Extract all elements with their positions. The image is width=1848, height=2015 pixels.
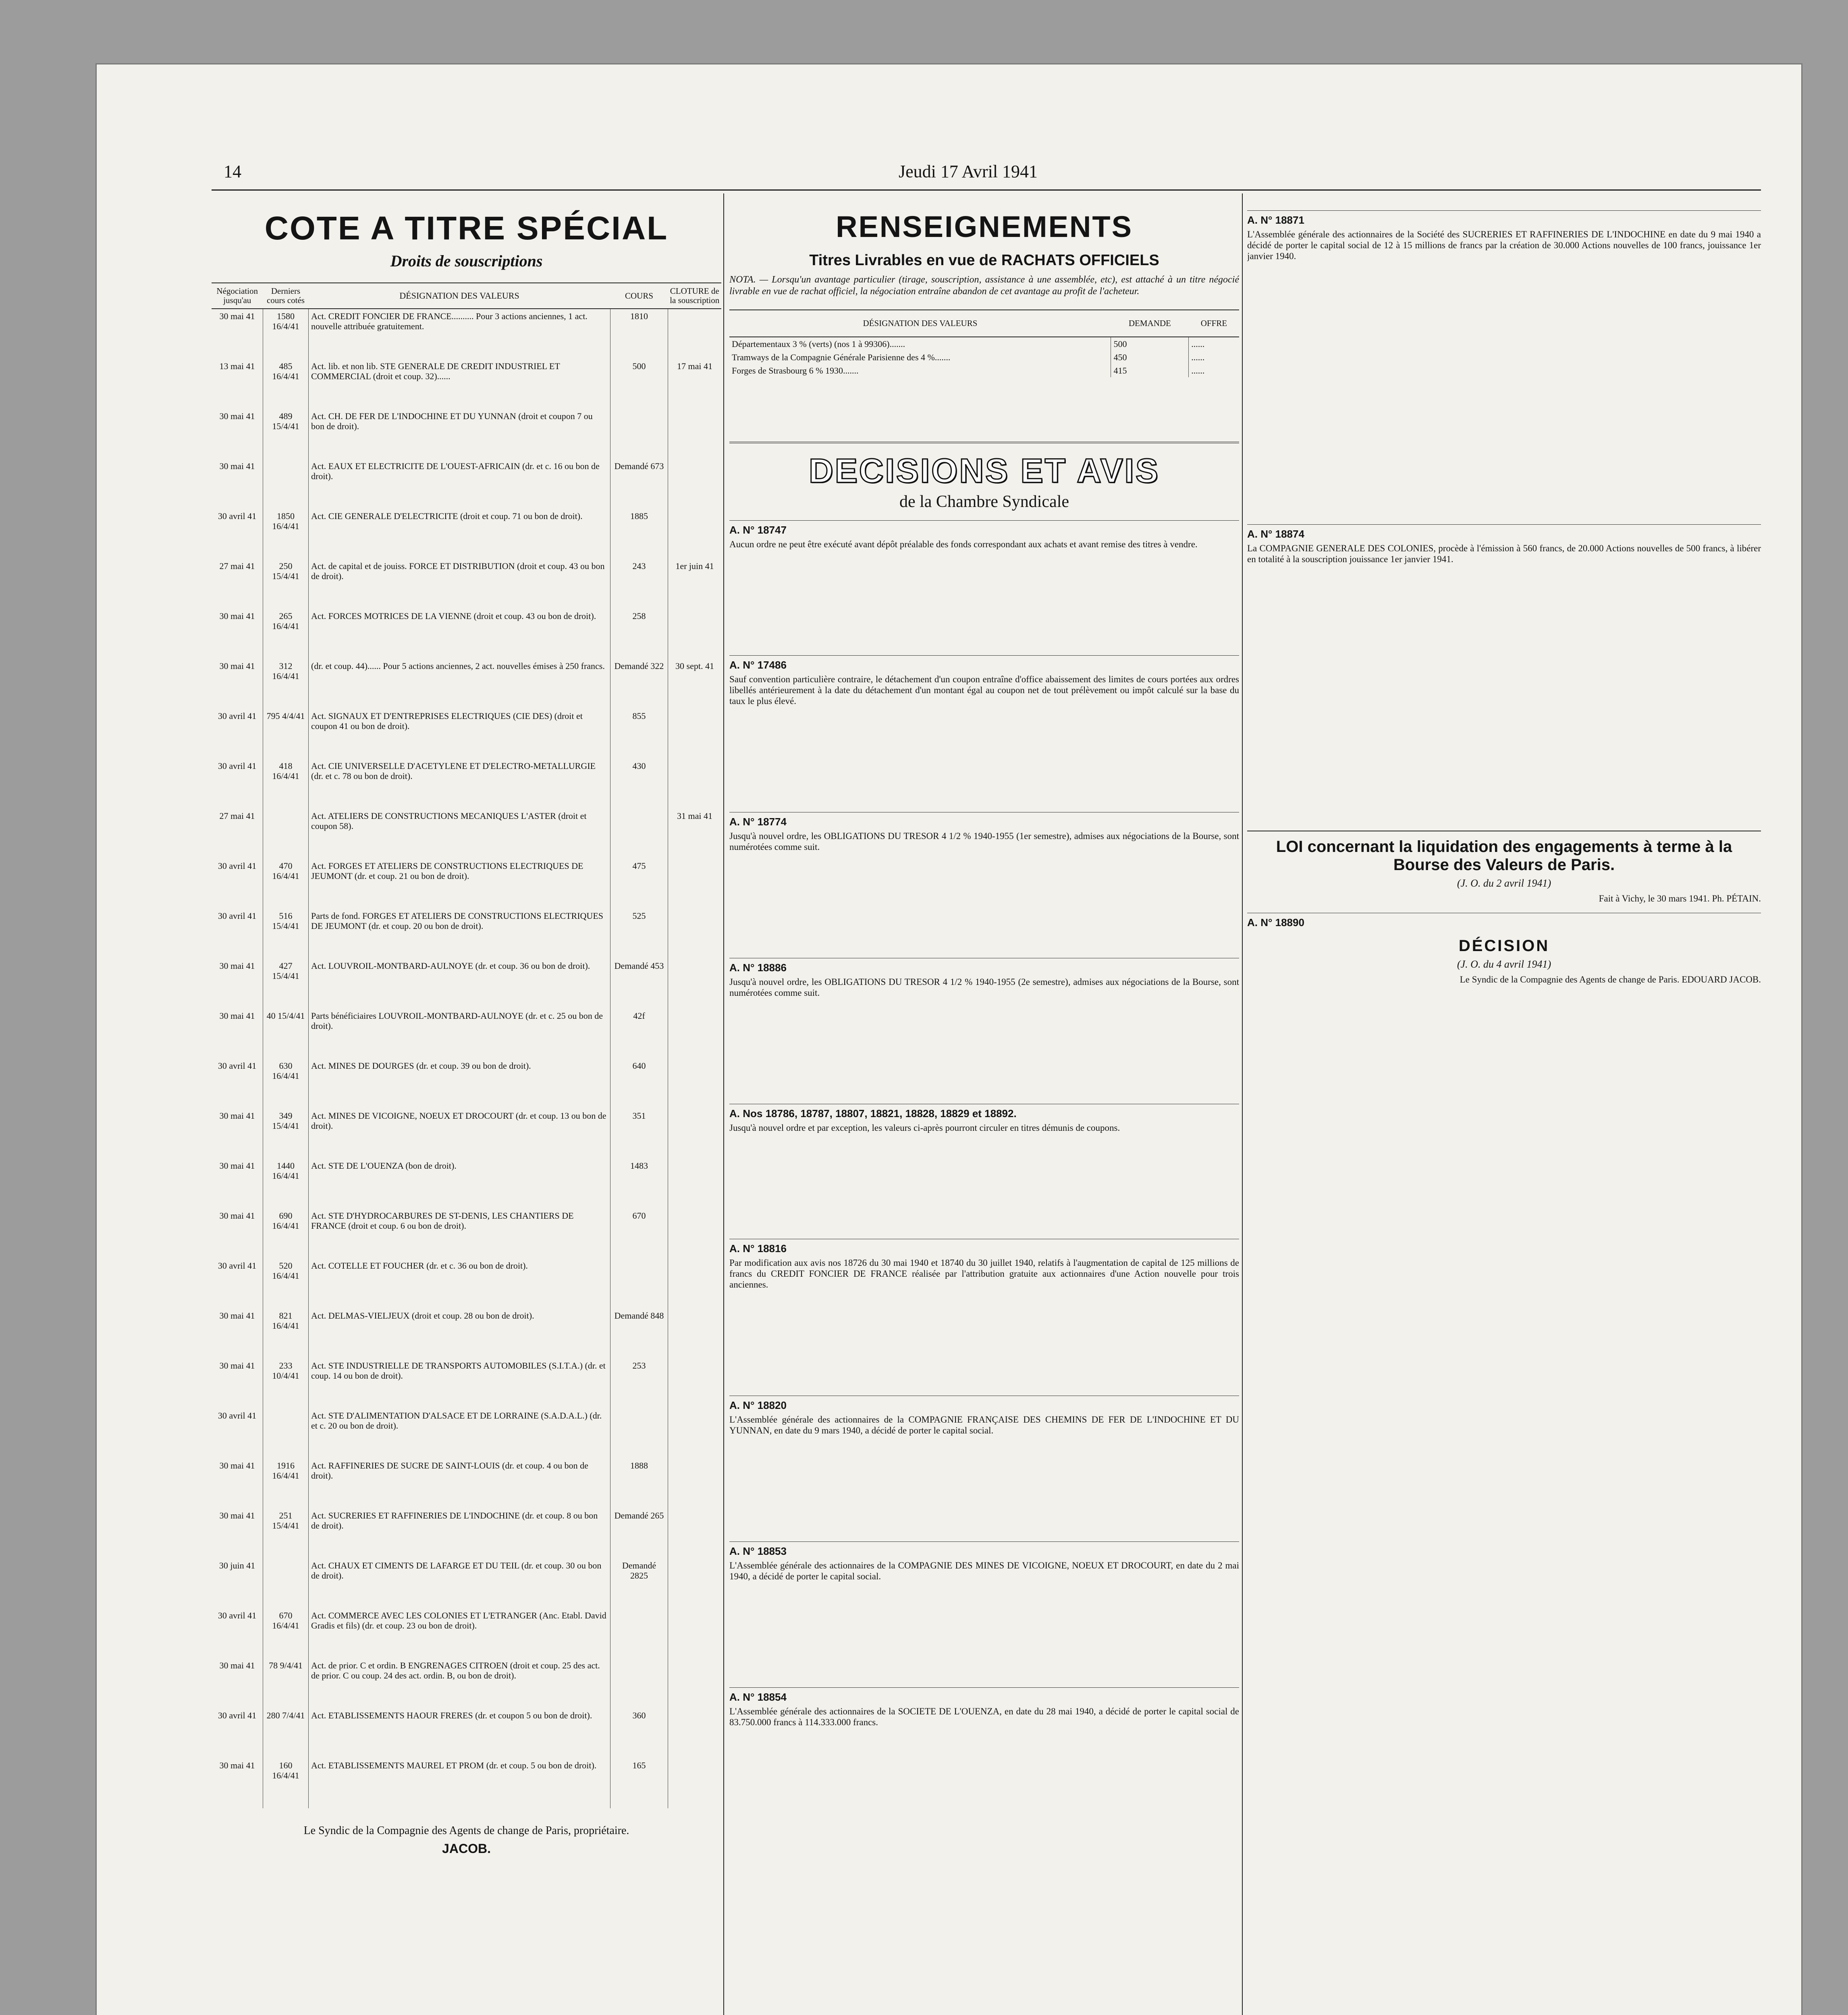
page-number: 14 [224, 162, 241, 181]
row-designation: Act. FORGES ET ATELIERS DE CONSTRUCTIONS ELECTRIQUES DE JEUMONT (dr. et coup. 21 ou bon de droit). [309, 859, 610, 909]
row-designation: Act. SUCRERIES ET RAFFINERIES DE L'INDOCHINE (dr. et coup. 8 ou bon de droit). [309, 1508, 610, 1558]
row-date: 30 mai 41 [219, 611, 255, 621]
row-designation: Act. RAFFINERIES DE SUCRE DE SAINT-LOUIS (dr. et coup. 4 ou bon de droit). [309, 1458, 610, 1508]
renseignements-title: RENSEIGNEMENTS [836, 210, 1133, 243]
table-row [212, 659, 721, 709]
row-designation: Act. STE INDUSTRIELLE DE TRANSPORTS AUTOMOBILES (S.I.T.A.) (dr. et coup. 14 ou bon de droit). [309, 1359, 610, 1408]
row-cloture [668, 1458, 722, 1508]
table-row [212, 1758, 721, 1808]
row-cloture [668, 1359, 722, 1408]
loi-subtitle: (J. O. du 2 avril 1941) [1457, 877, 1551, 889]
table-row [212, 1458, 721, 1508]
notice-text: L'Assemblée générale des actionnaires de la COMPAGNIE DES MINES DE VICOIGNE, NOEUX ET DROCOURT, en date du 2 mai 1940, a décidé de porter le capital social. [729, 1560, 1239, 1581]
row-cloture [668, 1159, 722, 1209]
row-designation: Act. COMMERCE AVEC LES COLONIES ET L'ETRANGER (Anc. Etabl. David Gradis et fils) (dr. et coup. 23 ou bon de droit). [309, 1608, 610, 1658]
row-last-quote: 795 4/4/41 [263, 709, 309, 759]
row-date: 13 mai 41 [219, 361, 255, 372]
row-last-quote: 1916 16/4/41 [263, 1458, 309, 1508]
table-row [212, 1558, 721, 1608]
notice-body-text [729, 1440, 1239, 1533]
loi-signature: Fait à Vichy, le 30 mars 1941. Ph. PÉTAIN. [1599, 893, 1761, 904]
row-last-quote: 670 16/4/41 [263, 1608, 309, 1658]
row-last-quote [263, 1558, 309, 1608]
cote-column-header: Négociation jusqu'au [212, 283, 263, 309]
row-cours [610, 1658, 668, 1708]
notice-item [1247, 210, 1761, 515]
row-date: 30 avril 41 [218, 1061, 257, 1071]
table-row [212, 909, 721, 959]
notice-number: A. N° 18747 [729, 520, 1239, 536]
row-cloture [668, 1109, 722, 1159]
notice-text: Jusqu'à nouvel ordre, les OBLIGATIONS DU TRESOR 4 1/2 % 1940-1955 (1er semestre), admises aux négociations de la Bourse, sont numérotées comme suit. [729, 831, 1239, 852]
notice-body-text [729, 1294, 1239, 1387]
row-designation: Act. lib. et non lib. STE GENERALE DE CREDIT INDUSTRIEL ET COMMERCIAL (droit et coup. 32)...... [309, 359, 610, 409]
row-cloture: 1er juin 41 [668, 559, 722, 609]
notice-text: Jusqu'à nouvel ordre, les OBLIGATIONS DU TRESOR 4 1/2 % 1940-1955 (2e semestre), admises aux négociations de la Bourse, sont numérotées comme suit. [729, 976, 1239, 998]
cote-column-header: DÉSIGNATION DES VALEURS [309, 283, 610, 309]
row-last-quote [263, 459, 309, 509]
row-cloture [668, 1508, 722, 1558]
table-row [212, 709, 721, 759]
table-row [729, 351, 1239, 364]
notice-body-text [729, 1137, 1239, 1230]
row-last-quote: 1850 16/4/41 [263, 509, 309, 559]
notice-text: L'Assemblée générale des actionnaires de la SOCIETE DE L'OUENZA, en date du 28 mai 1940, a décidé de porter le capital social de 83.750.000 francs à 114.333.000 francs. [729, 1706, 1239, 1727]
row-date: 30 mai 41 [219, 1361, 255, 1371]
notice-body-text [729, 1586, 1239, 1678]
row-date: 30 avril 41 [218, 1410, 257, 1421]
row-cours: Demandé 673 [610, 459, 668, 509]
rens-offre: ...... [1189, 351, 1239, 364]
row-designation: Act. ETABLISSEMENTS MAUREL ET PROM (dr. et coup. 5 ou bon de droit). [309, 1758, 610, 1808]
table-row [212, 1059, 721, 1109]
row-last-quote [263, 1408, 309, 1458]
row-date: 30 avril 41 [218, 511, 257, 521]
row-cours: 360 [610, 1708, 668, 1758]
row-last-quote: 251 15/4/41 [263, 1508, 309, 1558]
row-date: 30 mai 41 [219, 961, 255, 971]
column-avis [1247, 202, 1761, 1951]
table-row [212, 1359, 721, 1408]
notice-body-text [1247, 266, 1761, 515]
header-rule [212, 189, 1761, 191]
row-cours: Demandé 848 [610, 1309, 668, 1359]
cote-title: COTE A TITRE SPÉCIAL [264, 210, 669, 247]
row-designation: Act. MINES DE DOURGES (dr. et coup. 39 ou bon de droit). [309, 1059, 610, 1109]
row-last-quote: 520 16/4/41 [263, 1259, 309, 1309]
table-row [212, 1309, 721, 1359]
notice-number: A. N° 17486 [729, 655, 1239, 671]
row-last-quote: 516 15/4/41 [263, 909, 309, 959]
decision-signature: Le Syndic de la Compagnie des Agents de change de Paris. EDOUARD JACOB. [1460, 974, 1761, 985]
row-cours [610, 1259, 668, 1309]
row-designation: Act. EAUX ET ELECTRICITE DE L'OUEST-AFRICAIN (dr. et c. 16 ou bon de droit). [309, 459, 610, 509]
row-designation: Parts de fond. FORGES ET ATELIERS DE CONSTRUCTIONS ELECTRIQUES DE JEUMONT (dr. et coup. 20 ou bon de droit). [309, 909, 610, 959]
notice-item [729, 655, 1239, 803]
row-cours: 430 [610, 759, 668, 809]
row-cloture [668, 509, 722, 559]
table-row [729, 364, 1239, 377]
notice-body-text [729, 554, 1239, 646]
row-designation: Act. de prior. C et ordin. B ENGRENAGES CITROEN (droit et coup. 25 des act. de prior. C ou coup. 24 des act. ordin. B, ou bon de droit). [309, 1658, 610, 1708]
column-divider-1 [723, 193, 724, 2015]
rens-demande: 450 [1111, 351, 1189, 364]
row-designation: Act. ETABLISSEMENTS HAOUR FRERES (dr. et coupon 5 ou bon de droit). [309, 1708, 610, 1758]
rens-designation: Tramways de la Compagnie Générale Parisienne des 4 %....... [732, 352, 951, 362]
row-cloture [668, 1658, 722, 1708]
table-row [212, 1608, 721, 1658]
row-cours [610, 1608, 668, 1658]
notice-body-text [729, 856, 1239, 949]
row-cours: Demandé 322 [610, 659, 668, 709]
row-last-quote: 40 15/4/41 [263, 1009, 309, 1059]
row-cloture [668, 959, 722, 1009]
notice-item [729, 812, 1239, 949]
row-date: 30 mai 41 [219, 1660, 255, 1671]
notice-item [729, 1687, 1239, 1824]
row-cloture: 17 mai 41 [668, 359, 722, 409]
row-cloture [668, 1009, 722, 1059]
row-cours: 525 [610, 909, 668, 959]
notice-item [1247, 524, 1761, 818]
notice-text: Aucun ordre ne peut être exécuté avant dépôt préalable des fonds correspondant aux achats et avant remise des titres à vendre. [729, 539, 1198, 550]
notice-body-text [729, 1002, 1239, 1095]
decisions-section [729, 442, 1239, 1824]
row-cloture [668, 1608, 722, 1658]
rens-offre: ...... [1189, 364, 1239, 377]
row-last-quote: 265 16/4/41 [263, 609, 309, 659]
row-date: 30 mai 41 [219, 1161, 255, 1171]
row-date: 30 mai 41 [219, 1011, 255, 1021]
table-row [212, 409, 721, 459]
row-cours: 1483 [610, 1159, 668, 1209]
decisions-title: DECISIONS ET AVIS [809, 452, 1160, 490]
row-cloture [668, 909, 722, 959]
row-designation: Act. CHAUX ET CIMENTS DE LAFARGE ET DU TEIL (dr. et coup. 30 ou bon de droit). [309, 1558, 610, 1608]
rens-column-header: DÉSIGNATION DES VALEURS [729, 310, 1111, 337]
row-cours: 855 [610, 709, 668, 759]
notice-item [729, 520, 1239, 646]
row-last-quote: 250 15/4/41 [263, 559, 309, 609]
notice-text: La COMPAGNIE GENERALE DES COLONIES, procède à l'émission à 560 francs, de 20.000 Actions nouvelles de 500 francs, à libérer en totalité à la souscription jouissance 1er janvier 1941. [1247, 543, 1761, 564]
row-last-quote: 427 15/4/41 [263, 959, 309, 1009]
table-row [212, 1658, 721, 1708]
page-date: Jeudi 17 Avril 1941 [899, 162, 1038, 181]
row-cloture: 31 mai 41 [668, 809, 722, 859]
row-date: 30 mai 41 [219, 411, 255, 422]
row-date: 30 mai 41 [219, 661, 255, 671]
table-row [212, 1209, 721, 1259]
row-cloture [668, 409, 722, 459]
rens-demande: 415 [1111, 364, 1189, 377]
row-date: 30 mai 41 [219, 1460, 255, 1471]
row-cloture [668, 1059, 722, 1109]
notice-text: L'Assemblée générale des actionnaires de la Société des SUCRERIES ET RAFFINERIES DE L'INDOCHINE en date du 9 mai 1940 a décidé de porter le capital social de 12 à 15 millions de francs par la création de 30.000 Actions nouvelles de 100 francs, jouissance 1er janvier 1940. [1247, 229, 1761, 261]
cote-subtitle: Droits de souscriptions [390, 252, 543, 270]
row-designation: Act. STE D'HYDROCARBURES DE ST-DENIS, LES CHANTIERS DE FRANCE (droit et coup. 6 ou bon de droit). [309, 1209, 610, 1259]
row-last-quote: 233 10/4/41 [263, 1359, 309, 1408]
table-row [212, 809, 721, 859]
row-cours: 351 [610, 1109, 668, 1159]
row-cloture [668, 859, 722, 909]
row-date: 30 juin 41 [219, 1560, 255, 1571]
row-last-quote: 418 16/4/41 [263, 759, 309, 809]
row-designation: Act. de capital et de jouiss. FORCE ET DISTRIBUTION (droit et coup. 43 ou bon de droit). [309, 559, 610, 609]
row-cours: 640 [610, 1059, 668, 1109]
row-date: 30 avril 41 [218, 711, 257, 721]
column-cote [212, 202, 721, 1951]
cote-column-header: Derniers cours cotés [263, 283, 309, 309]
rens-column-header: DEMANDE [1111, 310, 1189, 337]
row-date: 30 avril 41 [218, 761, 257, 771]
row-last-quote [263, 809, 309, 859]
row-date: 30 avril 41 [218, 861, 257, 871]
row-cloture [668, 609, 722, 659]
row-date: 27 mai 41 [219, 561, 255, 571]
row-designation: Act. STE D'ALIMENTATION D'ALSACE ET DE LORRAINE (S.A.D.A.L.) (dr. et c. 20 ou bon de droit). [309, 1408, 610, 1458]
row-date: 30 mai 41 [219, 1760, 255, 1771]
table-row [212, 359, 721, 409]
table-row [212, 509, 721, 559]
row-last-quote: 690 16/4/41 [263, 1209, 309, 1259]
row-cours: Demandé 2825 [610, 1558, 668, 1608]
row-designation: Act. STE DE L'OUENZA (bon de droit). [309, 1159, 610, 1209]
table-row [212, 1408, 721, 1458]
notice-text: Sauf convention particulière contraire, le détachement d'un coupon entraîne d'office abaissement des limites de cours portées aux ordres libellés antérieurement à la date du détachement d'un montant égal au coupon net de tout prélèvement ou impôt calculé sur la base du taux le plus élevé. [729, 674, 1239, 706]
notice-item [729, 1104, 1239, 1230]
decision-title: DÉCISION [1458, 937, 1550, 955]
row-designation: Parts bénéficiaires LOUVROIL-MONTBARD-AULNOYE (dr. et c. 25 ou bon de droit). [309, 1009, 610, 1059]
table-row [212, 559, 721, 609]
table-row [212, 1708, 721, 1758]
row-last-quote: 630 16/4/41 [263, 1059, 309, 1109]
table-row [212, 1508, 721, 1558]
row-cours: Demandé 265 [610, 1508, 668, 1558]
row-date: 30 avril 41 [218, 911, 257, 921]
notice-number: A. N° 18853 [729, 1541, 1239, 1558]
notice-text: Jusqu'à nouvel ordre et par exception, les valeurs ci-après pourront circuler en titres démunis de coupons. [729, 1122, 1120, 1133]
notice-number: A. N° 18874 [1247, 524, 1761, 540]
renseignements-nota: NOTA. — Lorsqu'un avantage particulier (tirage, souscription, assistance à une assemblée, etc), est attaché à un titre négocié livrable en vue de rachat officiel, la négociation entraîne abandon de cet avantage au profit de l'acheteur. [729, 274, 1239, 297]
row-date: 30 avril 41 [218, 1610, 257, 1621]
notice-number: A. N° 18816 [729, 1239, 1239, 1255]
row-designation: Act. FORCES MOTRICES DE LA VIENNE (droit et coup. 43 ou bon de droit). [309, 609, 610, 659]
table-row [212, 459, 721, 509]
row-designation: Act. CREDIT FONCIER DE FRANCE.......... Pour 3 actions anciennes, 1 act. nouvelle attribuée gratuitement. [309, 309, 610, 359]
decisions-subtitle: de la Chambre Syndicale [899, 492, 1069, 511]
row-cours: 42f [610, 1009, 668, 1059]
row-cours [610, 809, 668, 859]
notice-body-text [729, 710, 1239, 803]
loi-title: LOI concernant la liquidation des engagements à terme à la Bourse des Valeurs de Paris. [1247, 831, 1761, 874]
row-designation: (dr. et coup. 44)...... Pour 5 actions anciennes, 2 act. nouvelles émises à 250 francs. [309, 659, 610, 709]
row-cloture [668, 459, 722, 509]
table-blank-area [729, 377, 1239, 426]
row-cloture [668, 709, 722, 759]
notice-item [729, 1541, 1239, 1678]
table-row [212, 1109, 721, 1159]
row-date: 30 mai 41 [219, 1510, 255, 1521]
notice-number: A. N° 18854 [729, 1687, 1239, 1703]
row-last-quote: 485 16/4/41 [263, 359, 309, 409]
row-cours: 475 [610, 859, 668, 909]
row-cloture [668, 1259, 722, 1309]
notice-number: A. N° 18886 [729, 958, 1239, 974]
row-cours [610, 1408, 668, 1458]
notice-number: A. N° 18871 [1247, 210, 1761, 226]
row-last-quote: 78 9/4/41 [263, 1658, 309, 1708]
row-cours: 258 [610, 609, 668, 659]
row-cours: 165 [610, 1758, 668, 1808]
notice-number: A. N° 18820 [729, 1396, 1239, 1412]
row-designation: Act. ATELIERS DE CONSTRUCTIONS MECANIQUES L'ASTER (droit et coupon 58). [309, 809, 610, 859]
notice-number: A. N° 18890 [1247, 913, 1761, 929]
row-cloture [668, 1209, 722, 1259]
row-last-quote: 1580 16/4/41 [263, 309, 309, 359]
row-date: 30 mai 41 [219, 1311, 255, 1321]
cote-column-header: CLOTURE de la souscription [668, 283, 722, 309]
table-row [212, 759, 721, 809]
rens-column-header: OFFRE [1189, 310, 1239, 337]
row-date: 30 mai 41 [219, 311, 255, 322]
row-cloture [668, 1408, 722, 1458]
table-row [212, 1159, 721, 1209]
row-cours: 243 [610, 559, 668, 609]
row-designation: Act. SIGNAUX ET D'ENTREPRISES ELECTRIQUES (CIE DES) (droit et coupon 41 ou bon de droit). [309, 709, 610, 759]
row-designation: Act. DELMAS-VIELJEUX (droit et coup. 28 ou bon de droit). [309, 1309, 610, 1359]
notice-item [729, 958, 1239, 1095]
row-cours: 1885 [610, 509, 668, 559]
renseignements-subtitle: Titres Livrables en vue de RACHATS OFFICIELS [809, 252, 1159, 269]
row-last-quote: 160 16/4/41 [263, 1758, 309, 1808]
rens-designation: Forges de Strasbourg 6 % 1930....... [732, 366, 859, 376]
notice-body-text [729, 1732, 1239, 1824]
cote-column-header: COURS [610, 283, 668, 309]
row-date: 30 avril 41 [218, 1710, 257, 1721]
table-row [212, 959, 721, 1009]
row-cours [610, 409, 668, 459]
row-designation: Act. CIE UNIVERSELLE D'ACETYLENE ET D'ELECTRO-METALLURGIE (dr. et c. 78 ou bon de droit). [309, 759, 610, 809]
row-date: 30 avril 41 [218, 1261, 257, 1271]
row-designation: Act. MINES DE VICOIGNE, NOEUX ET DROCOURT (dr. et coup. 13 ou bon de droit). [309, 1109, 610, 1159]
row-cloture [668, 1758, 722, 1808]
cote-table [212, 283, 721, 1808]
column-renseignements [729, 202, 1239, 1951]
row-cloture: 30 sept. 41 [668, 659, 722, 709]
row-date: 30 mai 41 [219, 461, 255, 472]
table-row [212, 859, 721, 909]
table-row [212, 1259, 721, 1309]
row-designation: Act. LOUVROIL-MONTBARD-AULNOYE (dr. et coup. 36 ou bon de droit). [309, 959, 610, 1009]
row-cloture [668, 1309, 722, 1359]
decision-subtitle: (J. O. du 4 avril 1941) [1457, 958, 1551, 970]
row-last-quote: 489 15/4/41 [263, 409, 309, 459]
rens-offre: ...... [1189, 337, 1239, 351]
row-cloture [668, 309, 722, 359]
row-cloture [668, 1558, 722, 1608]
table-row [729, 337, 1239, 351]
notice-number: A. Nos 18786, 18787, 18807, 18821, 18828, 18829 et 18892. [729, 1104, 1239, 1120]
notice-18890 [1247, 913, 1761, 929]
rens-designation: Départementaux 3 % (verts) (nos 1 à 99306)....... [732, 339, 905, 349]
row-last-quote: 1440 16/4/41 [263, 1159, 309, 1209]
table-row [212, 1009, 721, 1059]
notice-text: L'Assemblée générale des actionnaires de la COMPAGNIE FRANÇAISE DES CHEMINS DE FER DE L'INDOCHINE ET DU YUNNAN, en date du 9 mars 1940, a décidé de porter le capital social. [729, 1414, 1239, 1435]
row-last-quote: 349 15/4/41 [263, 1109, 309, 1159]
row-date: 27 mai 41 [219, 811, 255, 821]
row-cours: 253 [610, 1359, 668, 1408]
notice-number: A. N° 18774 [729, 812, 1239, 828]
notice-text: Par modification aux avis nos 18726 du 30 mai 1940 et 18740 du 30 juillet 1940, relatifs à l'augmentation de capital de 125 millions de francs du CREDIT FONCIER DE FRANCE réalisée par l'attribution gratuite aux actionnaires d'une Action nouvelle pour trois anciennes. [729, 1257, 1239, 1290]
row-cloture [668, 759, 722, 809]
rens-demande: 500 [1111, 337, 1189, 351]
row-cours: 1810 [610, 309, 668, 359]
row-cours: 500 [610, 359, 668, 409]
row-cours: Demandé 453 [610, 959, 668, 1009]
notice-body-text [1247, 569, 1761, 818]
row-date: 30 mai 41 [219, 1111, 255, 1121]
notice-item [729, 1396, 1239, 1533]
row-cours: 670 [610, 1209, 668, 1259]
row-cloture [668, 1708, 722, 1758]
cote-footer: Le Syndic de la Compagnie des Agents de change de Paris, propriétaire. [303, 1824, 629, 1837]
row-designation: Act. CH. DE FER DE L'INDOCHINE ET DU YUNNAN (droit et coupon 7 ou bon de droit). [309, 409, 610, 459]
row-last-quote: 312 16/4/41 [263, 659, 309, 709]
column-divider-2 [1242, 193, 1243, 2015]
notice-item [729, 1239, 1239, 1387]
row-last-quote: 280 7/4/41 [263, 1708, 309, 1758]
row-last-quote: 821 16/4/41 [263, 1309, 309, 1359]
row-designation: Act. CIE GENERALE D'ELECTRICITE (droit et coup. 71 ou bon de droit). [309, 509, 610, 559]
renseignements-table [729, 310, 1239, 378]
table-row [212, 309, 721, 359]
row-last-quote: 470 16/4/41 [263, 859, 309, 909]
row-date: 30 mai 41 [219, 1211, 255, 1221]
row-cours: 1888 [610, 1458, 668, 1508]
row-designation: Act. COTELLE ET FOUCHER (dr. et c. 36 ou bon de droit). [309, 1259, 610, 1309]
cote-signature: JACOB. [442, 1841, 491, 1856]
table-row [212, 609, 721, 659]
